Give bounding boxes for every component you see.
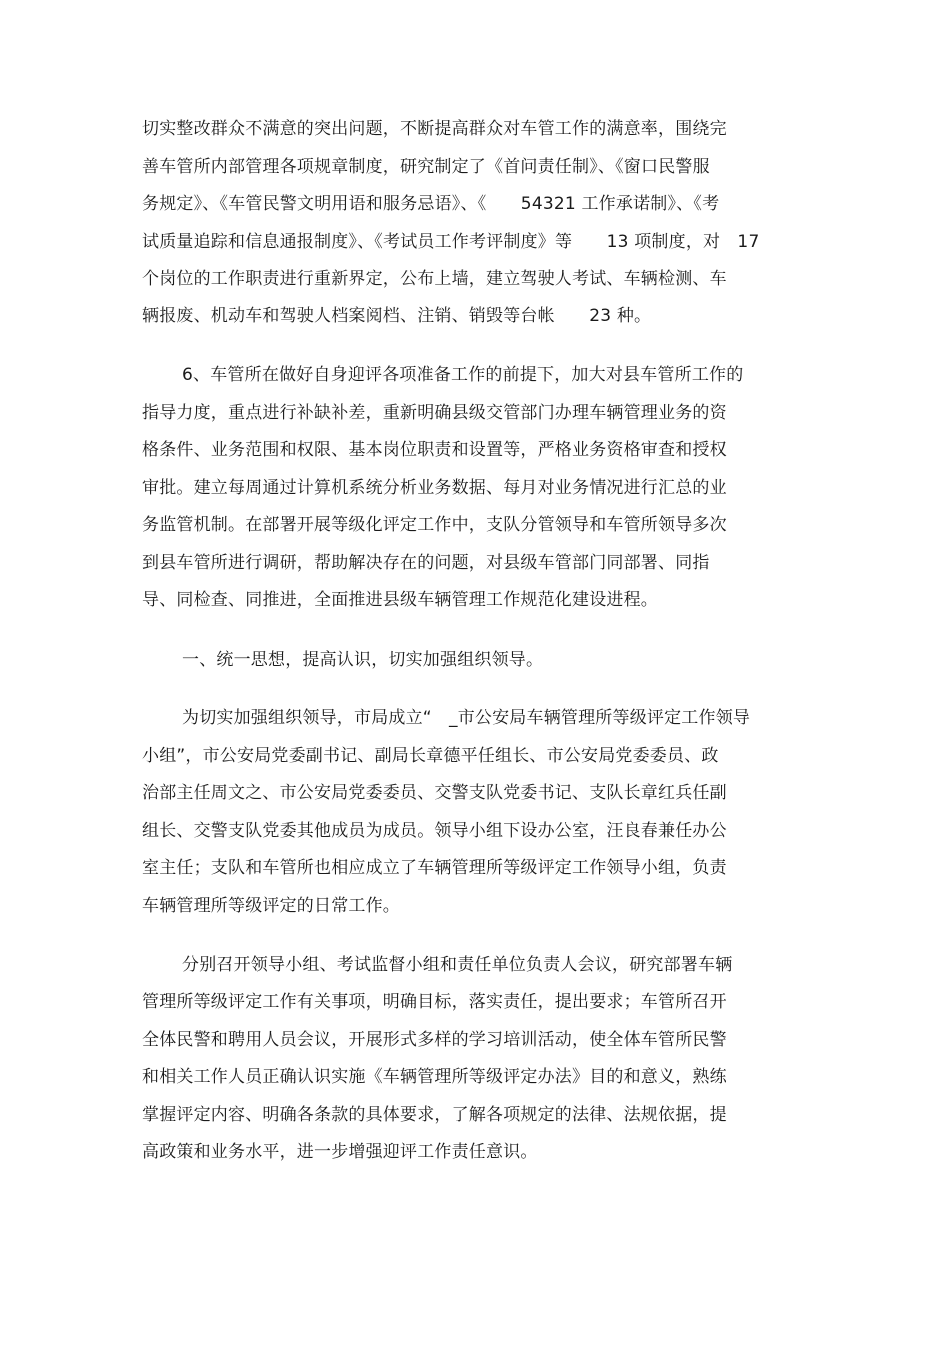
text-line: 试质量追踪和信息通报制度》、《考试员工作考评制度》等 13 项制度，对 17: [142, 232, 760, 252]
text-line: 室主任；支队和车管所也相应成立了车辆管理所等级评定工作领导小组，负责: [142, 858, 727, 878]
text-line: 切实整改群众不满意的突出问题，不断提高群众对车管工作的满意率，围绕完: [142, 119, 727, 139]
text-line: 个岗位的工作职责进行重新界定，公布上墙，建立驾驶人考试、车辆检测、车: [142, 269, 727, 289]
text-line: 为切实加强组织领导，市局成立“ _市公安局车辆管理所等级评定工作领导: [182, 708, 751, 728]
text-line: 管理所等级评定工作有关事项，明确目标，落实责任，提出要求；车管所召开: [142, 992, 727, 1012]
text-line: 格条件、业务范围和权限、基本岗位职责和设置等，严格业务资格审查和授权: [142, 440, 727, 460]
text-line: 辆报废、机动车和驾驶人档案阅档、注销、销毁等台帐 23 种。: [142, 306, 652, 326]
text-line: 到县车管所进行调研，帮助解决存在的问题，对县级车管部门同部署、同指: [142, 553, 710, 573]
text-line: 和相关工作人员正确认识实施《车辆管理所等级评定办法》目的和意义，熟练: [142, 1067, 727, 1087]
text-line: 治部主任周文之、市公安局党委委员、交警支队党委书记、支队长章红兵任副: [142, 783, 727, 803]
text-line: 掌握评定内容、明确各条款的具体要求，了解各项规定的法律、法规依据，提: [142, 1105, 727, 1125]
text-line: 务规定》、《车管民警文明用语和服务忌语》、《 54321 工作承诺制》、《考: [142, 194, 720, 214]
text-line: 小组”，市公安局党委副书记、副局长章德平任组长、市公安局党委委员、政: [142, 746, 719, 766]
text-line: 善车管所内部管理各项规章制度，研究制定了《首问责任制》、《窗口民警服: [142, 157, 710, 177]
text-line: 全体民警和聘用人员会议，开展形式多样的学习培训活动，使全体车管所民警: [142, 1030, 727, 1050]
text-line: 务监管机制。在部署开展等级化评定工作中，支队分管领导和车管所领导多次: [142, 515, 727, 535]
text-line: 分别召开领导小组、考试监督小组和责任单位负责人会议，研究部署车辆: [182, 955, 733, 975]
text-line: 一、统一思想，提高认识，切实加强组织领导。: [182, 650, 544, 670]
text-line: 高政策和业务水平，进一步增强迎评工作责任意识。: [142, 1142, 538, 1162]
text-line: 车辆管理所等级评定的日常工作。: [142, 896, 400, 916]
text-line: 导、同检查、同推进，全面推进县级车辆管理工作规范化建设进程。: [142, 590, 658, 610]
text-line: 指导力度，重点进行补缺补差，重新明确县级交管部门办理车辆管理业务的资: [142, 403, 727, 423]
text-line: 6、车管所在做好自身迎评各项准备工作的前提下，加大对县车管所工作的: [182, 365, 744, 385]
text-line: 组长、交警支队党委其他成员为成员。领导小组下设办公室，汪良春兼任办公: [142, 821, 727, 841]
text-line: 审批。建立每周通过计算机系统分析业务数据、每月对业务情况进行汇总的业: [142, 478, 727, 498]
